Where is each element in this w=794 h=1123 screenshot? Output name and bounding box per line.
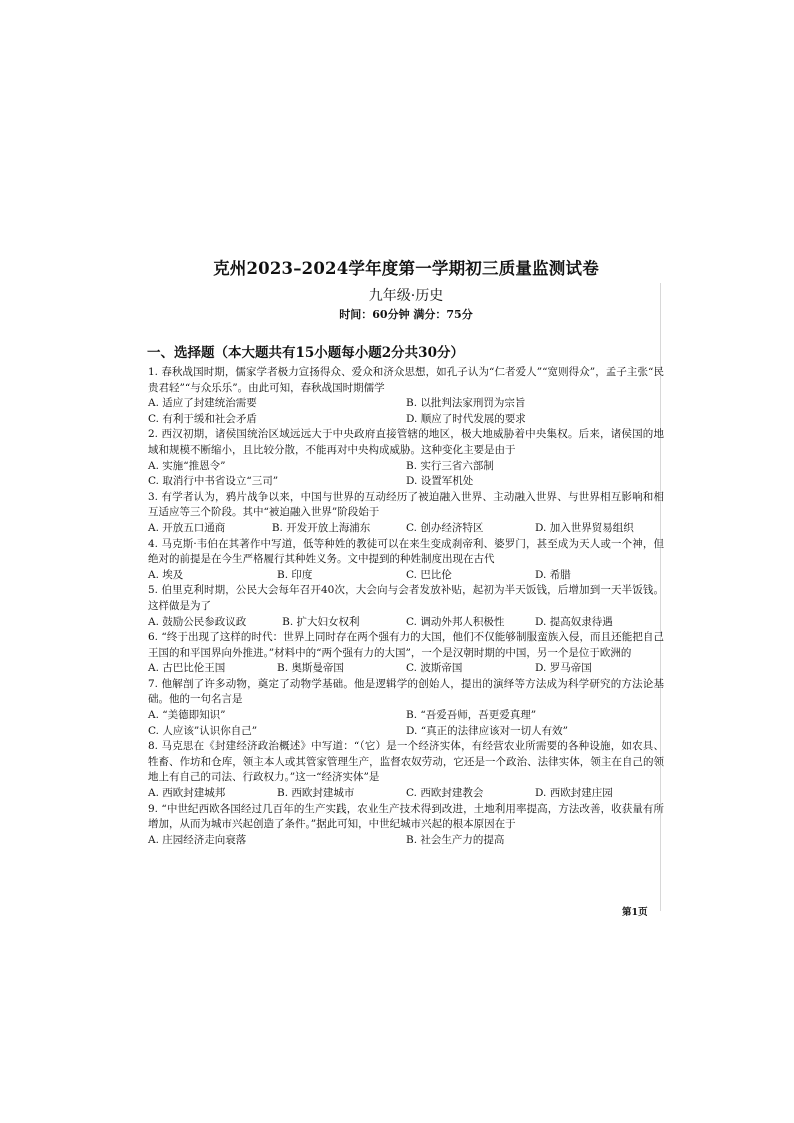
question-6 — [148, 630, 664, 677]
option-d: D. 顺应了时代发展的要求 — [406, 412, 526, 425]
question-options — [148, 661, 664, 677]
option-d: D. “真正的法律应该对一切人有效” — [406, 724, 568, 737]
option-a: A. 开放五口通商 — [148, 521, 226, 534]
option-a: A. 实施“推恩令” — [148, 459, 226, 472]
option-b: B. 社会生产力的提高 — [406, 833, 505, 846]
question-3 — [148, 490, 664, 537]
question-text: 7. 他解剖了许多动物，奠定了动物学基础。他是逻辑学的创始人，提出的演绎等方法成为科学研究的方法论基础。他的一句名言是 — [148, 677, 664, 706]
option-d: D. 希腊 — [535, 568, 571, 581]
option-a: A. 西欧封建城邦 — [148, 787, 226, 800]
exam-time-score: 时间：60分钟 满分：75分 — [339, 308, 473, 321]
option-a: A. 埃及 — [148, 568, 184, 581]
option-a: A. 庄园经济走向衰落 — [148, 833, 247, 846]
question-options — [148, 396, 664, 427]
option-c: C. 西欧封建教会 — [406, 787, 484, 800]
option-c: C. 波斯帝国 — [406, 662, 463, 675]
option-d: D. 设置军机处 — [406, 475, 474, 488]
option-d: D. 西欧封建庄园 — [535, 787, 613, 800]
option-a: A. “美德即知识” — [148, 709, 226, 722]
question-options — [148, 568, 664, 584]
page-number: 第1页 — [622, 907, 648, 918]
exam-sheet — [148, 258, 664, 848]
option-b: B. 实行三省六部制 — [406, 459, 494, 472]
question-text: 8. 马克思在《封建经济政治概述》中写道：“（它）是一个经济实体，有经营农业所需要的各种设施，如农具、牲畜、作坊和仓库，领主本人或其管家管理生产，监督农奴劳动，它还是一个政治、法律实体，领主在自己的领地上有自己的司法、行政权力。”这一“经济实体”是 — [148, 740, 664, 784]
option-c: C. 人应该”认识你自己” — [148, 724, 258, 737]
question-options — [148, 521, 664, 537]
option-d: D. 罗马帝国 — [535, 662, 592, 675]
question-options — [148, 786, 664, 802]
question-9 — [148, 802, 664, 849]
question-8 — [148, 739, 664, 801]
question-options — [148, 708, 664, 739]
option-a: A. 适应了封建统治需要 — [148, 397, 257, 410]
question-text: 3. 有学者认为，鸦片战争以来，中国与世界的互动经历了被迫融入世界、主动融入世界、与世界相互影响和相互适应等三个阶段。其中“被迫融入世界”阶段始于 — [148, 490, 664, 519]
option-c: C. 创办经济特区 — [405, 521, 484, 534]
question-options — [148, 615, 664, 631]
question-1 — [148, 365, 664, 427]
question-7 — [148, 677, 664, 739]
question-text: 6. “终于出现了这样的时代：世界上同时存在两个强有力的大国，他们不仅能够制服蛮族入侵，而且还能把自己王国的和平国界向外推进。”材料中的“两个强有力的大国”，一个是汉朝时期的中国，另一个是位于欧洲的 — [148, 631, 664, 659]
option-b: B. 以批判法家刑罚为宗旨 — [406, 397, 526, 410]
option-c: C. 巴比伦 — [406, 568, 452, 581]
exam-subject: 九年级·历史 — [368, 288, 444, 304]
question-text: 9. “中世纪西欧各国经过几百年的生产实践，农业生产技术得到改进，土地利用率提高，方法改善，收获量有所增加，从而为城市兴起创造了条件。”据此可知，中世纪城市兴起的根本原因在于 — [148, 802, 664, 831]
option-c: C. 取消行中书省设立“三司” — [148, 475, 279, 488]
question-options — [148, 459, 664, 490]
question-text: 2. 西汉初期，诸侯国统治区域远远大于中央政府直接管辖的地区，极大地威胁着中央集权。后来，诸侯国的地域和规模不断缩小，且比较分散，不能再对中央构成威胁。这种变化主要是由于 — [148, 428, 664, 456]
option-c: C. 调动外邦人积极性 — [405, 615, 505, 628]
question-text: 1. 春秋战国时期，儒家学者极力宣扬得众、爱众和济众思想，如孔子认为“仁者爱人”“宽则得众”，孟子主张“民贵君轻”“与众乐乐”。由此可知，春秋战国时期儒学 — [148, 366, 664, 394]
option-d: D. 加入世界贸易组织 — [534, 521, 634, 534]
option-b: B. 印度 — [277, 568, 313, 581]
option-b: B. “吾爱吾师，吾更爱真理” — [406, 709, 537, 722]
option-b: B. 扩大妇女权利 — [282, 615, 360, 628]
option-d: D. 提高奴隶待遇 — [534, 615, 613, 628]
question-options — [148, 833, 664, 849]
option-b: B. 开发开放上海浦东 — [271, 521, 371, 534]
option-b: B. 奥斯曼帝国 — [277, 662, 344, 675]
option-a: A. 古巴比伦王国 — [148, 662, 226, 675]
question-text: 5. 伯里克利时期，公民大会每年召开40次，大会向与会者发放补贴，起初为半天饭钱，后增加到一天半饭钱。这样做是为了 — [148, 584, 664, 612]
question-4 — [148, 537, 664, 584]
exam-title: 克州2023–2024学年度第一学期初三质量监测试卷 — [213, 259, 599, 278]
option-c: C. 有利于缓和社会矛盾 — [148, 412, 257, 425]
question-text: 4. 马克斯·韦伯在其著作中写道，低等种姓的教徒可以在来生变成刹帝利、婆罗门，甚至成为天人或一个神，但绝对的前提是在今生严格履行其种姓义务。文中提到的种姓制度出现在古代 — [148, 537, 664, 566]
question-5 — [148, 583, 664, 630]
section-heading: 一、选择题（本大题共有15小题每小题2分共30分） — [147, 345, 464, 361]
question-2 — [148, 427, 664, 489]
option-b: B. 西欧封建城市 — [277, 787, 355, 800]
option-a: A. 鼓励公民参政议政 — [148, 615, 247, 628]
